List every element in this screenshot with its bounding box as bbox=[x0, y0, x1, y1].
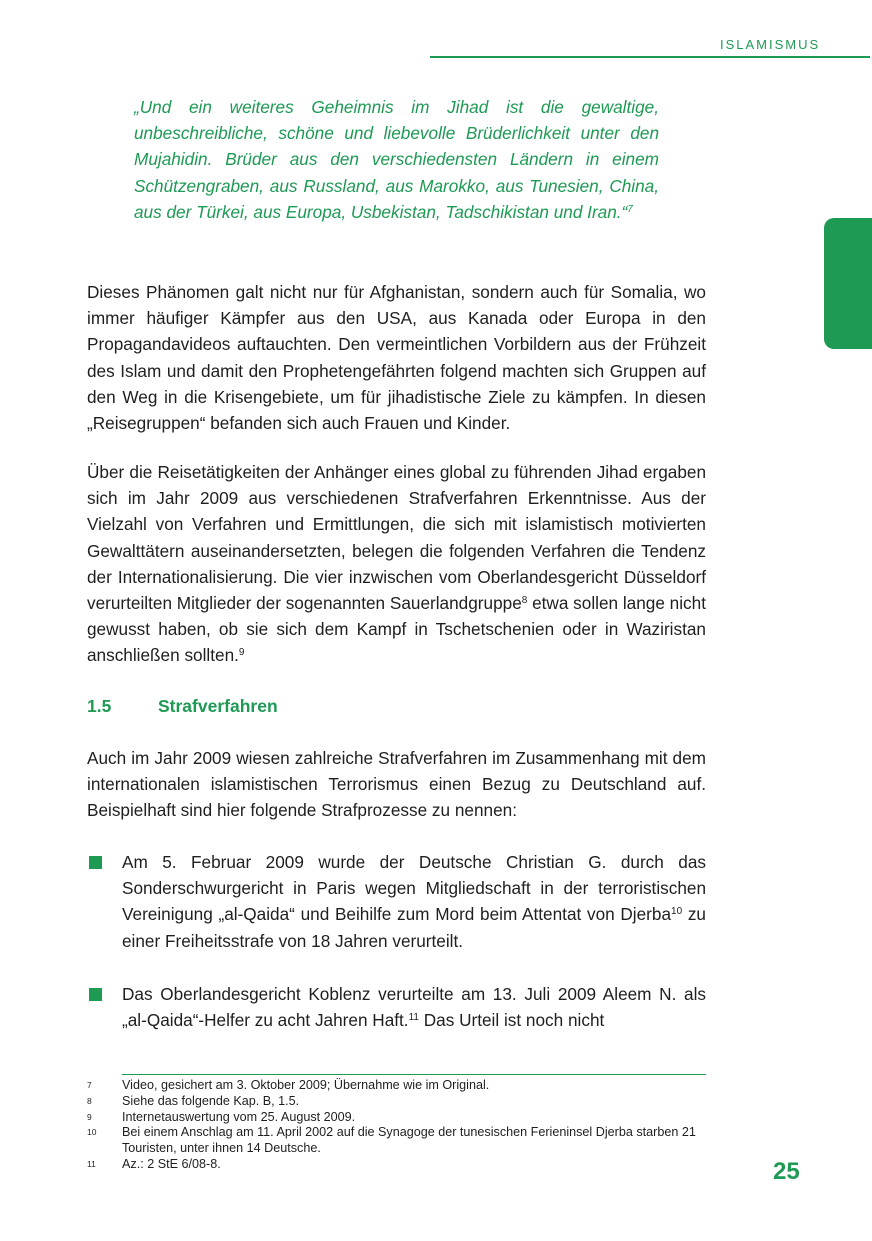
section-title: Strafverfahren bbox=[158, 696, 278, 716]
bullet-square-icon bbox=[89, 856, 102, 869]
section-heading bbox=[87, 696, 278, 717]
footnote-number: 11 bbox=[87, 1158, 96, 1169]
footnote-item bbox=[87, 1110, 706, 1126]
paragraph-criminal-proceedings: Auch im Jahr 2009 wiesen zahlreiche Strafverfahren im Zusammenhang mit dem internationalen islamistischen Terrorismus einen Bezug zu Deutschland auf. Beispielhaft sind hier folgende Strafprozesse zu nennen: bbox=[87, 748, 706, 821]
list-item-text-part: Das Urteil ist noch nicht bbox=[418, 1010, 605, 1031]
footnote-number: 7 bbox=[87, 1080, 92, 1090]
footnote-item bbox=[87, 1094, 706, 1110]
footnote-ref-11[interactable]: 11 bbox=[408, 1012, 419, 1024]
page-number: 25 bbox=[773, 1158, 800, 1185]
footnote-ref-7[interactable]: 7 bbox=[627, 203, 633, 215]
list-item-text bbox=[122, 981, 706, 1033]
footnote-text: Az.: 2 StE 6/08-8. bbox=[122, 1156, 221, 1171]
footnote-ref-9[interactable]: 9 bbox=[238, 647, 245, 659]
header-rule bbox=[430, 56, 870, 58]
footnote-text: Internetauswertung vom 25. August 2009. bbox=[122, 1109, 356, 1124]
section-number: 1.5 bbox=[87, 696, 112, 716]
bullet-square-icon bbox=[89, 988, 102, 1001]
paragraph-text: Über die Reisetätigkeiten der Anhänger eines global zu führenden Jihad ergaben sich im Jahr 2009 aus verschiedenen Strafverfahren Erkenntnisse. Aus der Vielzahl von Verfahren und Ermittlungen, die sich mit islamistisch motivierten Gewalttätern auseinandersetzten, belegen die folgenden Verfahren die Tendenz der Internationalisierung. Die vier inzwischen vom Oberlandesgericht Düsseldorf verurteilten Mitglieder der sogenannten Sauerlandgruppe bbox=[87, 462, 706, 614]
footnote-item bbox=[87, 1078, 706, 1094]
footnote-ref-10[interactable]: 10 bbox=[671, 906, 683, 918]
paragraph-somalia: Dieses Phänomen galt nicht nur für Afghanistan, sondern auch für Somalia, wo immer häufiger Kämpfer aus den USA, aus Kanada oder Europa in den Propagandavideos auftauchten. Den vermeintlichen Vorbildern aus der Frühzeit des Islam und damit den Prophetengefährten folgend machten sich Gruppen auf den Weg in die Krisengebiete, um für jihadistische Ziele zu kämpfen. In diesen „Reisegruppen“ befanden sich auch Frauen und Kinder. bbox=[87, 282, 706, 434]
list-item-text bbox=[122, 849, 706, 954]
footnote-text: Video, gesichert am 3. Oktober 2009; Übernahme wie im Original. bbox=[122, 1078, 490, 1092]
list-item bbox=[87, 849, 706, 954]
footnote-item bbox=[87, 1157, 706, 1173]
footnote-number: 8 bbox=[87, 1095, 92, 1106]
footnote-number: 10 bbox=[87, 1127, 97, 1138]
list-item-text-part: zu einer Freiheitsstrafe von 18 Jahren verurteilt. bbox=[122, 904, 706, 951]
footnote-ref-8[interactable]: 8 bbox=[521, 595, 528, 607]
block-quote bbox=[134, 94, 659, 225]
footnote-divider bbox=[122, 1074, 706, 1075]
chapter-tab-marker bbox=[824, 218, 872, 349]
footnote-number: 9 bbox=[87, 1111, 92, 1122]
running-header-label: ISLAMISMUS bbox=[720, 37, 821, 52]
list-item-text-part: Am 5. Februar 2009 wurde der Deutsche Christian G. durch das Sonderschwurgericht in Paris wegen Mitgliedschaft in der terroristischen Vereinigung „al-Qaida“ und Beihilfe zum Mord beim Attentat von Djerba bbox=[122, 852, 706, 925]
paragraph-travel-activities bbox=[87, 459, 706, 669]
footnote-item bbox=[87, 1125, 706, 1157]
footnote-text: Bei einem Anschlag am 11. April 2002 auf die Synagoge der tunesischen Ferieninsel Djerba starben 21 Touristen, unter ihnen 14 Deutsche. bbox=[122, 1125, 696, 1156]
list-item bbox=[87, 981, 706, 1033]
list-item-text-part: Das Oberlandesgericht Koblenz verurteilte am 13. Juli 2009 Aleem N. als „al-Qaida“-Helfer zu acht Jahren Haft. bbox=[122, 984, 706, 1031]
quote-text: „Und ein weiteres Geheimnis im Jihad ist die gewaltige, unbeschreibliche, schöne und liebevolle Brüderlichkeit unter den Mujahidin. Brüder aus den verschiedensten Ländern in einem Schützengraben, aus Russland, aus Marokko, aus Tunesien, China, aus der Türkei, aus Europa, Usbekistan, Tadschikistan und Iran.“ bbox=[134, 97, 659, 222]
footnote-text: Siehe das folgende Kap. B, 1.5. bbox=[122, 1093, 300, 1108]
paragraph-text: etwa sollen lange nicht gewusst haben, ob sie sich dem Kampf in Tschetschenien oder in Waziristan anschließen sollten. bbox=[87, 593, 706, 666]
footnotes-list bbox=[87, 1078, 706, 1173]
